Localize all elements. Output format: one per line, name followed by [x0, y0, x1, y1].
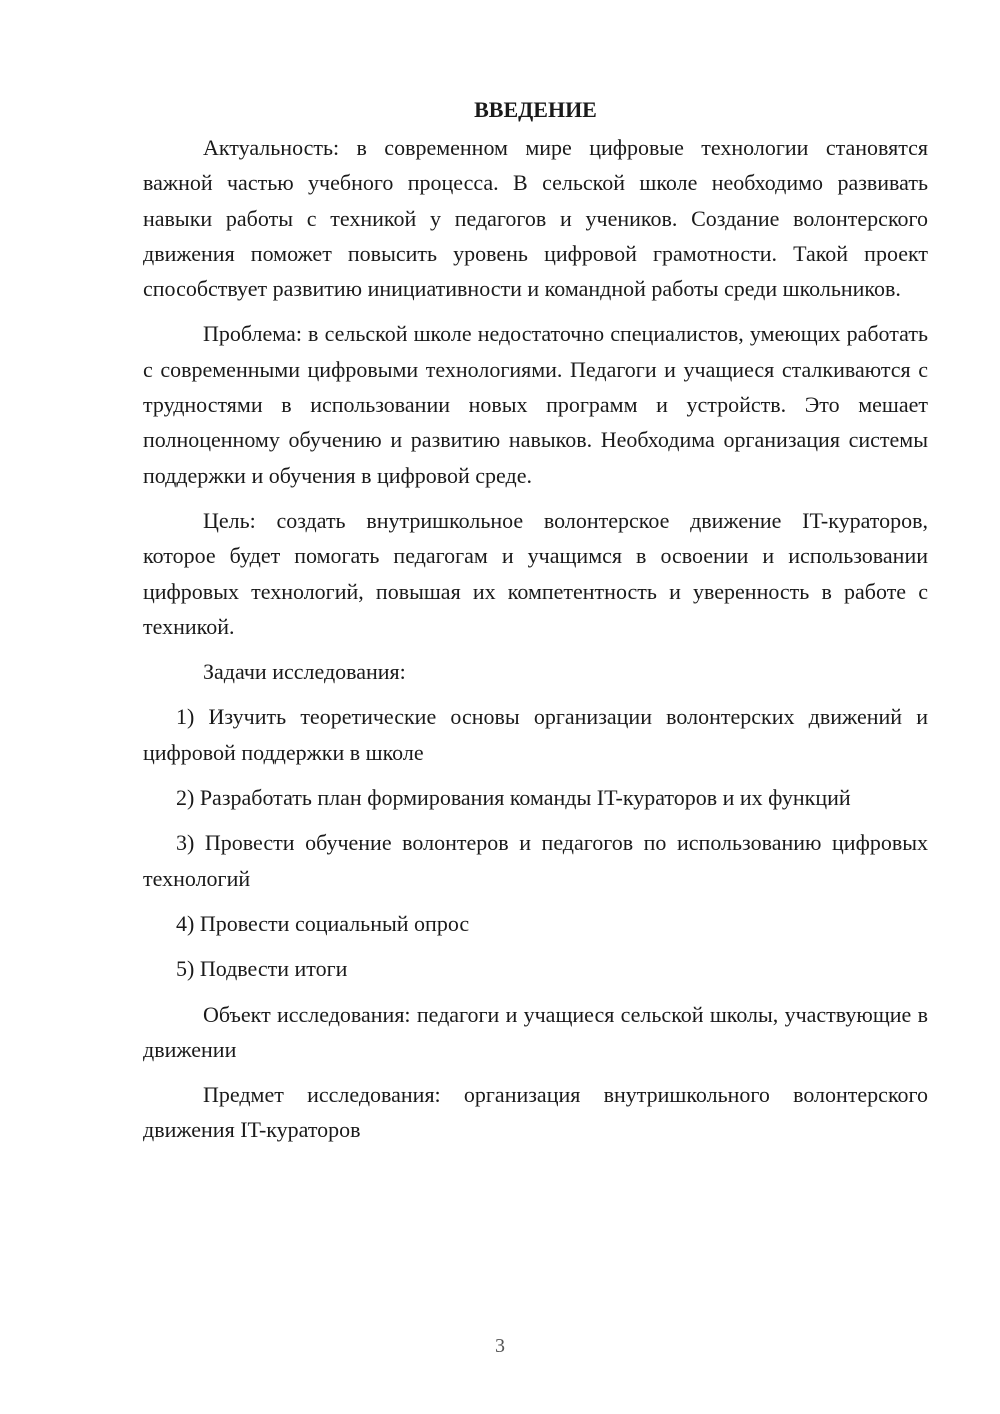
subject-paragraph: Предмет исследования: организация внутришкольного волонтерского движения IT-кураторов: [143, 1082, 928, 1143]
page-title: ВВЕДЕНИЕ: [474, 97, 597, 122]
goal-paragraph: Цель: создать внутришкольное волонтерское движение IT-кураторов, которое будет помогать педагогам и учащимся в освоении и использовании цифровых технологий, повышая их компетентность и уверенность в работе с техникой.: [143, 507, 928, 639]
task-item: 4) Провести социальный опрос: [176, 910, 470, 936]
document-page: [143, 92, 928, 1148]
task-item: 2) Разработать план формирования команды IT-кураторов и их функций: [176, 785, 851, 811]
relevance-paragraph: Актуальность: в современном мире цифровые технологии становятся важной частью учебного процесса. В сельской школе необходимо развивать навыки работы с техникой у педагогов и учеников. Создание волонтерского движения поможет повысить уровень цифровой грамотности. Такой проект способствует развитию инициативности и командной работы среди школьников.: [143, 135, 928, 302]
object-paragraph: Объект исследования: педагоги и учащиеся сельской школы, участвующие в движении: [143, 1001, 928, 1062]
page-number: 3: [495, 1335, 505, 1357]
tasks-heading: Задачи исследования:: [203, 659, 406, 685]
problem-paragraph: Проблема: в сельской школе недостаточно специалистов, умеющих работать с современными цифровыми технологиями. Педагоги и учащиеся сталкиваются с трудностями в использовании новых программ и устройств. Это мешает полноценному обучению и развитию навыков. Необходима организация системы поддержки и обучения в цифровой среде.: [143, 321, 928, 488]
task-item: 1) Изучить теоретические основы организации волонтерских движений и цифровой поддержки в школе: [143, 704, 928, 765]
task-item: 3) Провести обучение волонтеров и педагогов по использованию цифровых технологий: [143, 830, 928, 891]
task-item: 5) Подвести итоги: [176, 956, 348, 982]
